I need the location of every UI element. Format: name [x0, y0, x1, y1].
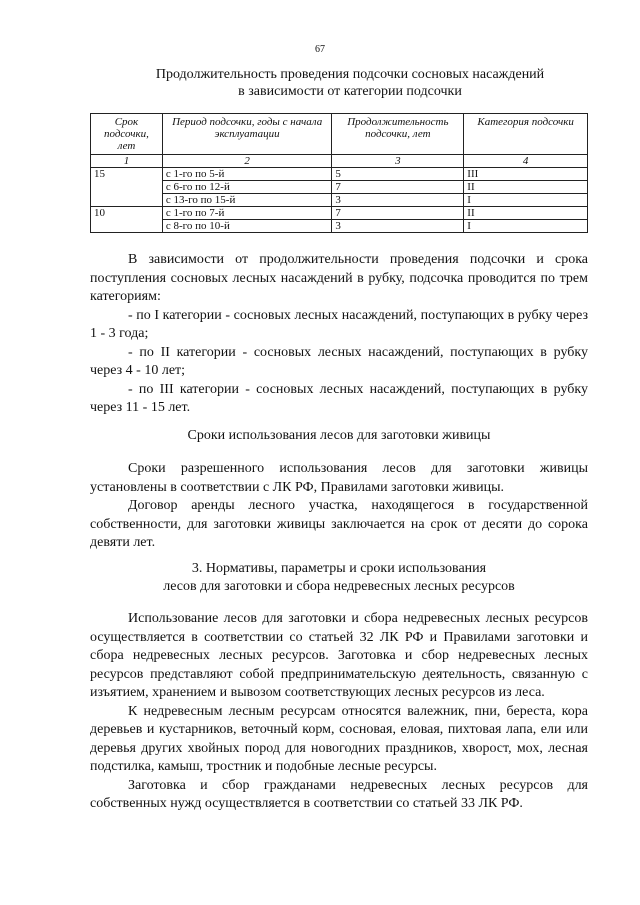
table-row — [91, 220, 588, 233]
period-cell: с 8-го по 10-й — [162, 220, 332, 233]
page-number: 67 — [315, 44, 325, 55]
chapter-heading-line2: лесов для заготовки и сбора недревесных лесных ресурсов — [163, 579, 515, 594]
duration-cell: 7 — [332, 181, 464, 194]
period-cell: с 1-го по 5-й — [162, 168, 332, 181]
non-wood-resources-section — [90, 610, 588, 814]
list-item: - по II категории - сосновых лесных насаждений, поступающих в рубку через 4 - 10 лет; — [90, 344, 588, 378]
header-duration: Продолжительность подсочки, лет — [332, 114, 464, 155]
tapping-category-table — [90, 113, 588, 233]
header-period: Период подсочки, годы с начала эксплуатации — [162, 114, 332, 155]
term-cell: 10 — [91, 207, 163, 233]
list-item: - по III категории - сосновых лесных насаждений, поступающих в рубку через 11 - 15 лет. — [90, 381, 588, 415]
resin-terms-section — [90, 460, 588, 553]
table-title-line2: в зависимости от категории подсочки — [238, 84, 462, 99]
column-number: 1 — [91, 155, 163, 168]
list-item: - по I категории - сосновых лесных насаждений, поступающих в рубку через 1 - 3 года; — [90, 307, 588, 341]
header-category: Категория подсочки — [464, 114, 588, 155]
chapter-heading — [90, 560, 588, 596]
table-row — [91, 194, 588, 207]
category-cell: II — [464, 181, 588, 194]
column-number: 4 — [464, 155, 588, 168]
paragraph: Использование лесов для заготовки и сбора недревесных лесных ресурсов осуществляется в соответствии со статьей 32 ЛК РФ и Правилами заготовки и сбора недревесных лесных ресурсов. Заготовка и сбор недревесных лесных ресурсов представляют собой предпринимательскую деятельность, связанную с изъятием, хранением и вывозом соответствующих лесных ресурсов из леса. — [90, 611, 588, 700]
column-number: 2 — [162, 155, 332, 168]
period-cell: с 6-го по 12-й — [162, 181, 332, 194]
period-cell: с 13-го по 15-й — [162, 194, 332, 207]
section-heading: Сроки использования лесов для заготовки живицы — [187, 428, 491, 443]
chapter-heading-line1: 3. Нормативы, параметры и сроки использования — [191, 561, 487, 576]
duration-cell: 3 — [332, 194, 464, 207]
category-cell: II — [464, 207, 588, 220]
table-row — [91, 207, 588, 220]
column-number: 3 — [332, 155, 464, 168]
duration-cell: 7 — [332, 207, 464, 220]
category-cell: III — [464, 168, 588, 181]
paragraph: В зависимости от продолжительности проведения подсочки и срока поступления сосновых лесных насаждений в рубку, подсочка проводится по трем категориям: — [90, 252, 588, 304]
term-cell: 15 — [91, 168, 163, 207]
category-cell: I — [464, 194, 588, 207]
header-term: Срок подсочки, лет — [91, 114, 163, 155]
paragraph: Договор аренды лесного участка, находящегося в государственной собственности, для заготовки живицы заключается на срок от десяти до сорока девяти лет. — [90, 498, 588, 550]
category-cell: I — [464, 220, 588, 233]
paragraph: Сроки разрешенного использования лесов для заготовки живицы установлены в соответствии с ЛК РФ, Правилами заготовки живицы. — [90, 461, 588, 495]
column-number-row — [91, 155, 588, 168]
table-title-line1: Продолжительность проведения подсочки сосновых насаждений — [155, 67, 545, 82]
tapping-categories-section — [90, 251, 588, 418]
duration-cell: 3 — [332, 220, 464, 233]
period-cell: с 1-го по 7-й — [162, 207, 332, 220]
paragraph: Заготовка и сбор гражданами недревесных лесных ресурсов для собственных нужд осуществляется в соответствии со статьей 33 ЛК РФ. — [90, 777, 588, 811]
paragraph: К недревесным лесным ресурсам относятся валежник, пни, береста, кора деревьев и кустарников, веточный корм, сосновая, еловая, пихтовая лапа, ели или деревья других хвойных пород для новогодних праздников, хворост, мох, лесная подстилка, камыш, тростник и подобные лесные ресурсы. — [90, 703, 588, 774]
table-title — [110, 66, 590, 100]
table-row — [91, 181, 588, 194]
table-header-row — [91, 114, 588, 155]
table-row — [91, 168, 588, 181]
duration-cell: 5 — [332, 168, 464, 181]
